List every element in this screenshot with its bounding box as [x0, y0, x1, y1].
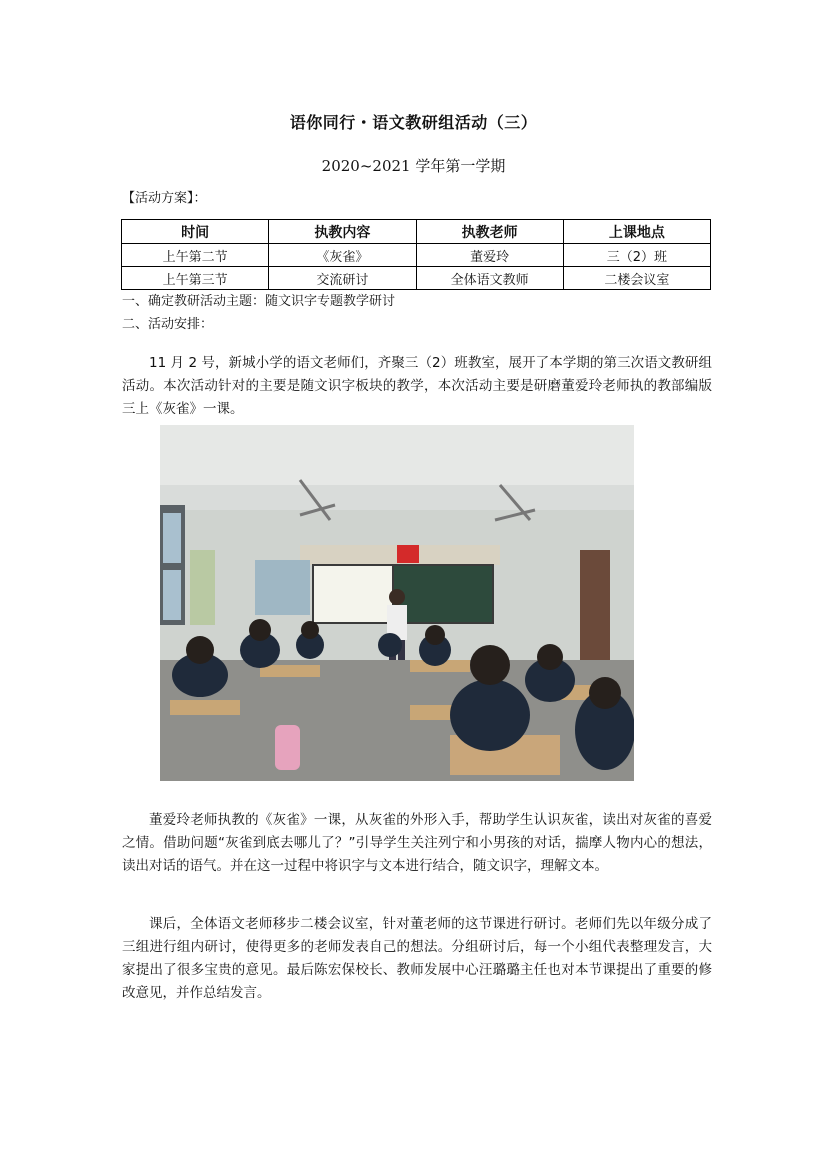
table-cell: 上午第二节: [122, 244, 269, 267]
table-cell: 三（2）班: [563, 244, 710, 267]
table-cell: 上午第三节: [122, 267, 269, 290]
term-line: 2020~2021 学年第一学期: [321, 157, 506, 175]
table-header-cell: 执教老师: [416, 220, 563, 244]
document-title: 语你同行・语文教研组活动（三）: [289, 113, 538, 132]
table-header-row: [122, 220, 711, 244]
table-cell: 全体语文教师: [416, 267, 563, 290]
classroom-photo: [160, 425, 634, 781]
paragraph-lesson: 董爱玲老师执教的《灰雀》一课，从灰雀的外形入手，帮助学生认识灰雀，读出对灰雀的喜爱之情。借助问题“灰雀到底去哪儿了？”引导学生关注列宁和小男孩的对话，揣摩人物内心的想法，读出对话的语气。并在这一过程中将识字与文本进行结合，随文识字，理解文本。: [122, 812, 712, 874]
table-cell: 交流研讨: [269, 267, 416, 290]
table-row: [122, 244, 711, 267]
table-header-cell: 上课地点: [563, 220, 710, 244]
table-cell: 董爱玲: [416, 244, 563, 267]
section-arrangement: 二、活动安排：: [122, 317, 214, 332]
table-cell: 二楼会议室: [563, 267, 710, 290]
paragraph-discussion: 课后，全体语文老师移步二楼会议室，针对董老师的这节课进行研讨。老师们先以年级分成了三组进行组内研讨，使得更多的老师发表自己的想法。分组研讨后，每一个小组代表整理发言，大家提出了很多宝贵的意见。最后陈宏保校长、教师发展中心汪璐璐主任也对本节课提出了重要的修改意见，并作总结发言。: [122, 916, 712, 1001]
table-cell: 《灰雀》: [269, 244, 416, 267]
table-header-cell: 时间: [122, 220, 269, 244]
section-theme: 一、确定教研活动主题：随文识字专题教学研讨: [122, 294, 396, 309]
plan-label: 【活动方案】：: [122, 191, 207, 206]
paragraph-intro: 11 月 2 号，新城小学的语文老师们，齐聚三（2）班教室，展开了本学期的第三次语文教研组活动。本次活动针对的主要是随文识字板块的教学，本次活动主要是研磨董爱玲老师执的教部编版三上《灰雀》一课。: [122, 355, 712, 417]
table-row: [122, 267, 711, 290]
activity-plan-table: [121, 219, 711, 290]
table-header-cell: 执教内容: [269, 220, 416, 244]
